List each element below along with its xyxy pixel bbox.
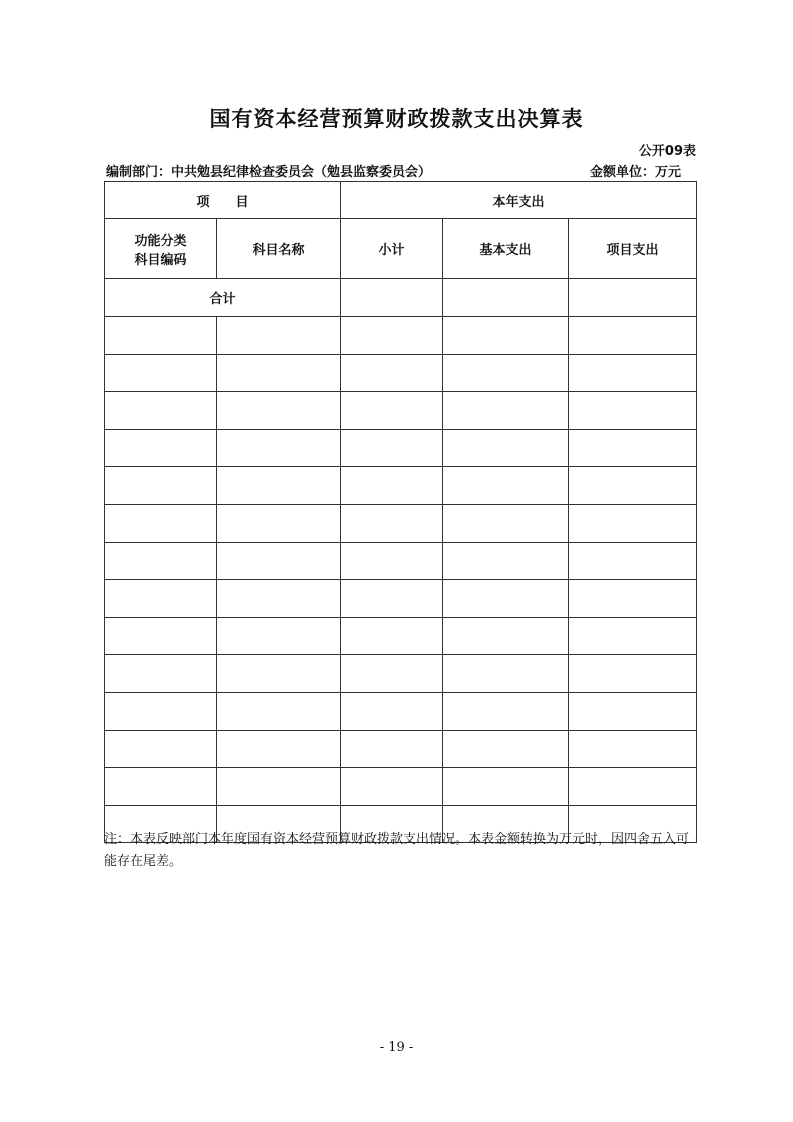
page-number: - 19 - — [379, 1040, 414, 1055]
table-cell-name — [217, 429, 341, 467]
table-cell-subtotal — [341, 467, 443, 505]
table-cell-name — [217, 617, 341, 655]
total-project — [569, 279, 697, 317]
table-row — [105, 692, 697, 730]
table-cell-basic — [443, 617, 569, 655]
table-cell-name — [217, 542, 341, 580]
table-cell-code — [105, 392, 217, 430]
total-subtotal — [341, 279, 443, 317]
table-row — [105, 768, 697, 806]
table-cell-project — [569, 580, 697, 618]
table-cell-subtotal — [341, 354, 443, 392]
table-cell-name — [217, 467, 341, 505]
table-cell-project — [569, 504, 697, 542]
table-cell-subtotal — [341, 692, 443, 730]
table-cell-subtotal — [341, 730, 443, 768]
table-row — [105, 467, 697, 505]
table-cell-name — [217, 580, 341, 618]
table-cell-subtotal — [341, 317, 443, 355]
page-title: 国有资本经营预算财政拨款支出决算表 — [209, 107, 584, 131]
table-row — [105, 542, 697, 580]
table-cell-project — [569, 692, 697, 730]
table-row — [105, 617, 697, 655]
department-label: 编制部门：中共勉县纪律检查委员会（勉县监察委员会） — [106, 165, 432, 180]
table-cell-name — [217, 354, 341, 392]
table-cell-code — [105, 617, 217, 655]
table-cell-project — [569, 392, 697, 430]
table-cell-code — [105, 542, 217, 580]
table-cell-subtotal — [341, 542, 443, 580]
expense-table — [104, 181, 697, 843]
header-func-code-line2: 科目编码 — [134, 252, 187, 268]
table-cell-name — [217, 317, 341, 355]
table-number: 公开09表 — [638, 144, 696, 159]
header-project: 项 目 — [105, 182, 341, 219]
table-cell-name — [217, 655, 341, 693]
table-cell-code — [105, 692, 217, 730]
table-row — [105, 655, 697, 693]
table-cell-basic — [443, 580, 569, 618]
header-func-code-line1: 功能分类 — [134, 233, 187, 249]
table-cell-code — [105, 730, 217, 768]
table-cell-project — [569, 655, 697, 693]
table-cell-code — [105, 317, 217, 355]
table-cell-project — [569, 317, 697, 355]
total-label: 合计 — [105, 279, 341, 317]
footnote: 注：本表反映部门本年度国有资本经营预算财政拨款支出情况。本表金额转换为万元时，因四舍五入可能存在尾差。 — [104, 832, 690, 869]
table-cell-project — [569, 354, 697, 392]
table-cell-name — [217, 730, 341, 768]
table-cell-subtotal — [341, 429, 443, 467]
table-cell-basic — [443, 768, 569, 806]
table-cell-project — [569, 730, 697, 768]
table-cell-code — [105, 580, 217, 618]
table-cell-code — [105, 429, 217, 467]
table-cell-project — [569, 467, 697, 505]
total-row — [105, 279, 697, 317]
table-cell-subtotal — [341, 655, 443, 693]
table-row — [105, 354, 697, 392]
table-cell-project — [569, 617, 697, 655]
table-cell-project — [569, 429, 697, 467]
table-row — [105, 429, 697, 467]
table-cell-subtotal — [341, 504, 443, 542]
table-cell-basic — [443, 429, 569, 467]
table-cell-project — [569, 542, 697, 580]
table-cell-name — [217, 504, 341, 542]
table-cell-basic — [443, 692, 569, 730]
table-cell-code — [105, 655, 217, 693]
table-row — [105, 392, 697, 430]
table-cell-code — [105, 354, 217, 392]
header-func-code — [105, 219, 217, 279]
table-cell-basic — [443, 467, 569, 505]
table-cell-subtotal — [341, 392, 443, 430]
table-cell-basic — [443, 317, 569, 355]
table-cell-basic — [443, 354, 569, 392]
amount-unit-label: 金额单位：万元 — [590, 165, 682, 180]
header-basic-expense: 基本支出 — [443, 219, 569, 279]
table-row — [105, 317, 697, 355]
header-project-expense: 项目支出 — [569, 219, 697, 279]
header-year-expense: 本年支出 — [341, 182, 697, 219]
table-row — [105, 730, 697, 768]
table-cell-basic — [443, 542, 569, 580]
table-cell-basic — [443, 730, 569, 768]
table-row — [105, 504, 697, 542]
table-cell-project — [569, 768, 697, 806]
table-cell-name — [217, 692, 341, 730]
table-cell-code — [105, 768, 217, 806]
table-cell-basic — [443, 392, 569, 430]
header-subject-name: 科目名称 — [217, 219, 341, 279]
table-cell-basic — [443, 504, 569, 542]
table-cell-code — [105, 467, 217, 505]
table-cell-subtotal — [341, 580, 443, 618]
header-subtotal: 小计 — [341, 219, 443, 279]
table-cell-subtotal — [341, 768, 443, 806]
table-row — [105, 580, 697, 618]
table-cell-name — [217, 392, 341, 430]
table-cell-basic — [443, 655, 569, 693]
table-cell-subtotal — [341, 617, 443, 655]
table-cell-name — [217, 768, 341, 806]
total-basic — [443, 279, 569, 317]
table-cell-code — [105, 504, 217, 542]
